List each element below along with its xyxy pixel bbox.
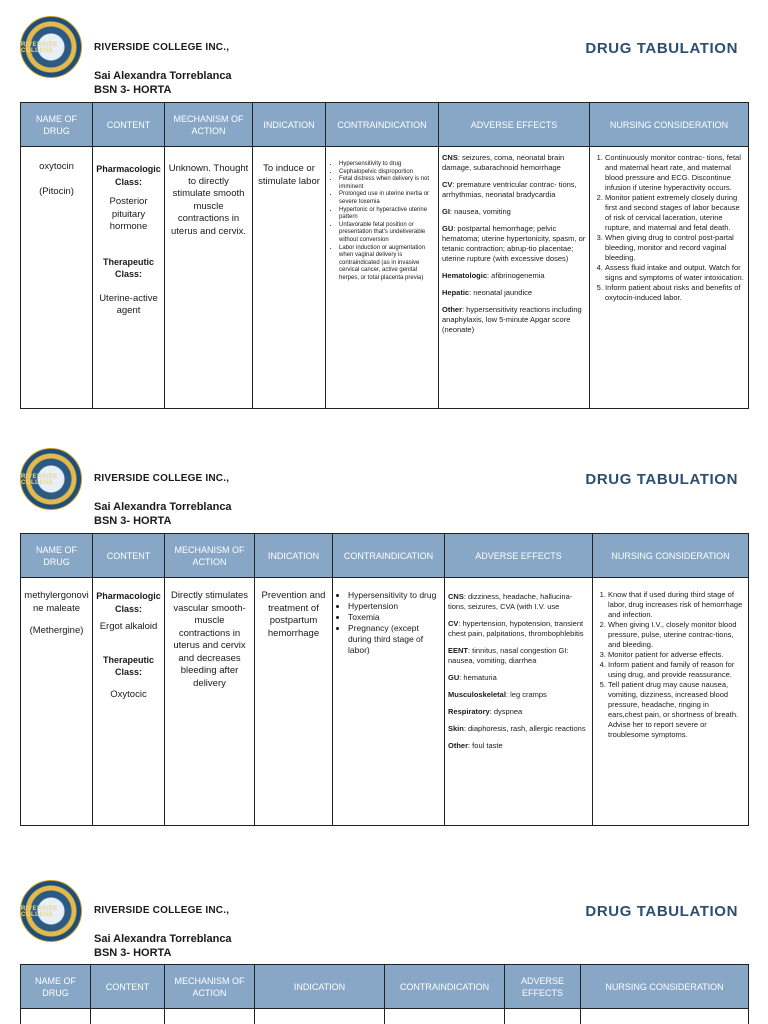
list-item: • Hypertension [348, 601, 441, 612]
adverse-item: Skin: diaphoresis, rash, allergic reactions [448, 724, 586, 733]
drug-table-partial [20, 964, 749, 1024]
header-contraindication: CONTRAINDICATION [326, 103, 439, 147]
college-seal-logo [20, 16, 82, 78]
list-item: 4. Inform patient and family of reason for using drug, and provide reassurance. [608, 660, 745, 680]
logo-text: RIVERSIDE COLLEGE [21, 42, 58, 54]
college-name: RIVERSIDE COLLEGE INC., [94, 42, 230, 53]
adverse-item: GU: hematuria [448, 673, 497, 682]
header-nursing-consideration: NURSING CONSIDERATION [581, 965, 749, 1009]
list-item: 5. Tell patient drug may cause nausea, vomiting, dizziness, increased blood pressure, headache, ringing in ears,chest pain, or shortness of breath. Advise her to report severe or troublesome symptoms. [608, 680, 745, 740]
student-info [94, 69, 232, 97]
indication-cell: To induce or stimulate labor [253, 147, 326, 409]
tabulation-page-3 [0, 864, 768, 1024]
adverse-effects-cell [439, 147, 590, 409]
table-row [21, 578, 749, 826]
document-title: DRUG TABULATION [585, 903, 738, 920]
list-item: 2. Monitor patient extremely closely during first and second stages of labor because of risk of cervical laceration, uterine rupture, and maternal and fetal death. [605, 193, 745, 233]
adverse-item: Hematologic: afibrinogenemia [442, 271, 545, 280]
ther-class-label: Therapeutic Class: [102, 256, 154, 279]
header-content: CONTENT [93, 534, 165, 578]
adverse-item: CNS: seizures, coma, neonatal brain damage, subarachnoid hemorrhage [442, 153, 565, 172]
adverse-item: Musculoskeletal: leg cramps [448, 690, 547, 699]
list-item: • Toxemia [348, 612, 441, 623]
indication-cell: Prevention and treatment of postpartum hemorrhage [255, 578, 333, 826]
logo-text: RIVERSIDE COLLEGE [21, 906, 58, 918]
drug-brand: (Pitocin) [39, 185, 74, 197]
table-header-row [21, 534, 749, 578]
list-item: 1. Know that if used during third stage of labor, drug increases risk of hemorrhage and infection. [608, 590, 745, 620]
header-content: CONTENT [93, 103, 165, 147]
header-adverse-effects: ADVERSE EFFECTS [445, 534, 593, 578]
adverse-effects-cell [445, 578, 593, 826]
header-contraindication: CONTRAINDICATION [385, 965, 505, 1009]
header-contraindication: CONTRAINDICATION [333, 534, 445, 578]
list-item: 4. Assess fluid intake and output. Watch for signs and symptoms of water intoxication. [605, 263, 745, 283]
contraindication-cell [326, 147, 439, 409]
header-nursing-consideration: NURSING CONSIDERATION [593, 534, 749, 578]
drug-name: oxytocin [39, 161, 74, 172]
mechanism-cell: Unknown. Thought to directly stimulate smooth muscle contractions in uterus and cervix. [165, 147, 253, 409]
mechanism-cell: Directly stimulates vascular smooth-muscle contractions in uterus and cervix and decreases bleeding after delivery [165, 578, 255, 826]
student-name: Sai Alexandra Torreblanca [94, 70, 232, 82]
list-item: • Cephalopelvic disproportion [339, 169, 435, 177]
header-indication: INDICATION [253, 103, 326, 147]
header-nursing-consideration: NURSING CONSIDERATION [590, 103, 749, 147]
list-item: • Hypersensitivity to drug [339, 161, 435, 169]
list-item: • Prolonged use in uterine inertia or severe toxemia [339, 191, 435, 206]
tabulation-page-1 [0, 0, 768, 420]
document-title: DRUG TABULATION [585, 471, 738, 488]
drug-table-methylergonovine [20, 533, 749, 826]
drug-name: methylergonovine maleate [24, 590, 89, 614]
header-name-of-drug: NAME OF DRUG [21, 965, 91, 1009]
list-item: • Pregnancy (except during third stage of labor) [348, 623, 441, 656]
pharm-class-label: Pharmacologic Class: [96, 164, 161, 187]
student-section: BSN 3- HORTA [94, 84, 172, 96]
drug-brand: (Methergine) [29, 625, 84, 636]
student-section: BSN 3- HORTA [94, 515, 172, 527]
college-seal-logo [20, 880, 82, 942]
adverse-item: GI: nausea, vomiting [442, 207, 511, 216]
list-item: 3. Monitor patient for adverse effects. [608, 650, 745, 660]
ther-class-value: Uterine-active agent [99, 292, 158, 316]
student-name: Sai Alexandra Torreblanca [94, 501, 232, 513]
adverse-item: CV: hypertension, hypotension, transient chest pain, palpitations, thrombophlebitis [448, 619, 584, 638]
adverse-item: EENT: tinnitus, nasal congestion GI: nausea, vomiting, diarrhea [448, 646, 569, 665]
header-adverse-effects: ADVERSE EFFECTS [505, 965, 581, 1009]
table-row [21, 147, 749, 409]
header-indication: INDICATION [255, 965, 385, 1009]
logo-text: RIVERSIDE COLLEGE [21, 474, 58, 486]
pharm-class-label: Pharmacologic Class: [96, 591, 161, 614]
student-info [94, 932, 232, 960]
drug-name-cell [21, 578, 93, 826]
list-item: • Fetal distress when delivery is not imminent [339, 176, 435, 191]
student-info [94, 500, 232, 528]
header-indication: INDICATION [255, 534, 333, 578]
drug-name-cell [21, 147, 93, 409]
college-name: RIVERSIDE COLLEGE INC., [94, 473, 230, 484]
pharm-class-value: Posterior pituitary hormone [109, 196, 148, 232]
adverse-item: CV: premature ventricular contrac- tions, arrhythmias, neonatal bradycardia [442, 180, 577, 199]
header-mechanism: MECHANISM OF ACTION [165, 534, 255, 578]
adverse-item: GU: postpartal hemorrhage; pelvic hematoma; uterine hypertonicity, spasm, or tetanic contraction; abrup-tio placentae; uterine rupture (with excessive doses) [442, 224, 586, 263]
adverse-item: Other: foul taste [448, 741, 503, 750]
list-item: • Hypersensitivity to drug [348, 590, 441, 601]
adverse-item: CNS: dizziness, headache, hallucina-tions, seizures, CVA (with I.V. use [448, 592, 573, 611]
student-section: BSN 3- HORTA [94, 947, 172, 959]
contraindication-cell [333, 578, 445, 826]
tabulation-page-2 [0, 432, 768, 852]
header-adverse-effects: ADVERSE EFFECTS [439, 103, 590, 147]
list-item: • Labor induction or augmentation when vaginal delivery is contraindicated (as in invasive cervical cancer, active genital herpes, or total placenta previa) [339, 245, 435, 283]
college-seal-logo [20, 448, 82, 510]
list-item: 3. When giving drug to control post-partal bleeding, monitor and record vaginal bleeding. [605, 233, 745, 263]
ther-class-value: Oxytocic [110, 688, 147, 700]
content-cell [93, 147, 165, 409]
pharm-class-value: Ergot alkaloid [99, 621, 158, 632]
table-header-row [21, 103, 749, 147]
adverse-item: Other: hypersensitivity reactions including anaphylaxis, low 5-minute Apgar score (neonate) [442, 305, 582, 334]
list-item: 1. Continuously monitor contrac- tions, fetal and maternal heart rate, and maternal blood pressure and ECG. Discontinue infusion if uterine hyperactivity occurs. [605, 153, 745, 193]
header-name-of-drug: NAME OF DRUG [21, 534, 93, 578]
header-mechanism: MECHANISM OF ACTION [165, 103, 253, 147]
drug-table-oxytocin [20, 102, 749, 409]
adverse-item: Respiratory: dyspnea [448, 707, 523, 716]
college-name: RIVERSIDE COLLEGE INC., [94, 905, 230, 916]
student-name: Sai Alexandra Torreblanca [94, 933, 232, 945]
header-name-of-drug: NAME OF DRUG [21, 103, 93, 147]
document-title: DRUG TABULATION [585, 40, 738, 57]
header-mechanism: MECHANISM OF ACTION [165, 965, 255, 1009]
nursing-consideration-cell [593, 578, 749, 826]
nursing-consideration-cell [590, 147, 749, 409]
header-content: CONTENT [91, 965, 165, 1009]
table-row [21, 1009, 749, 1024]
content-cell [93, 578, 165, 826]
ther-class-label: Therapeutic Class: [102, 654, 154, 677]
list-item: • Unfavorable fetal position or presentation that's undeliverable without conversion [339, 222, 435, 245]
adverse-item: Hepatic: neonatal jaundice [442, 288, 533, 297]
list-item: 2. When giving I.V., closely monitor blood pressure, pulse, uterine contrac-tions, and bleeding. [608, 620, 745, 650]
table-header-row [21, 965, 749, 1009]
list-item: 5. Inform patient about risks and benefits of oxytocin-induced labor. [605, 283, 745, 303]
list-item: • Hypertonic or hyperactive uterine pattern [339, 207, 435, 222]
